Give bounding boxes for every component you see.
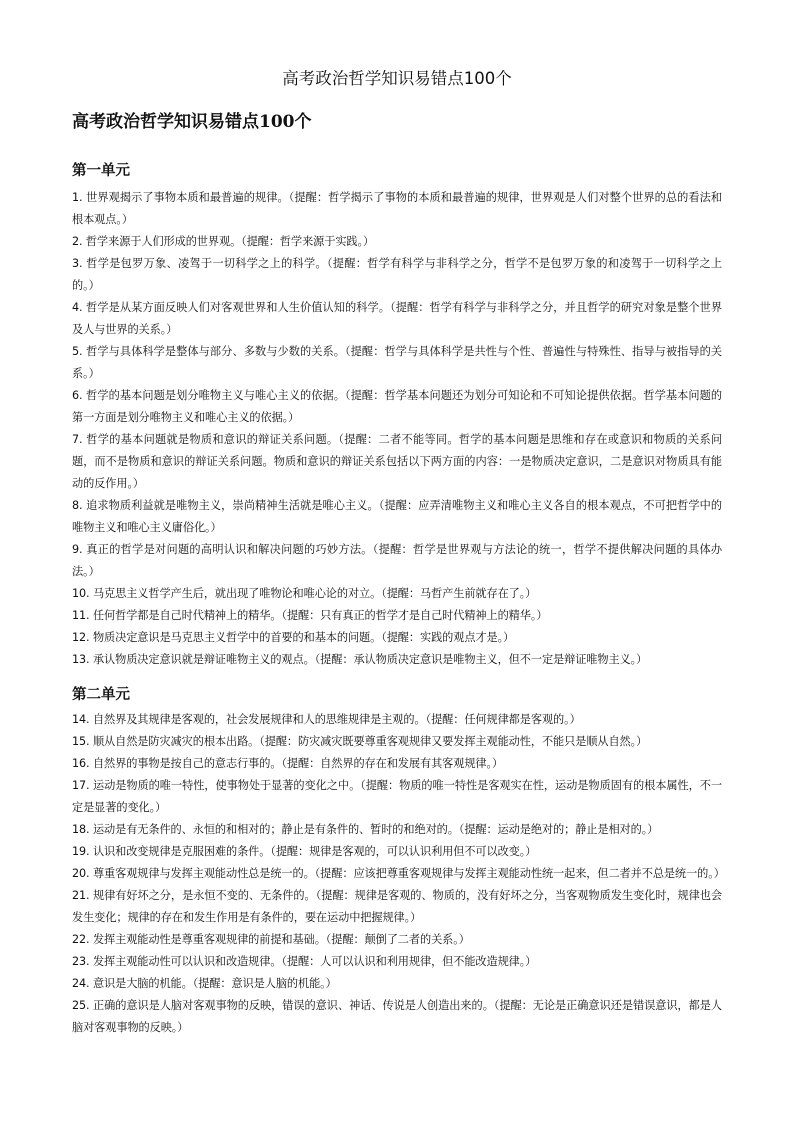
- list-item: 20. 尊重客观规律与发挥主观能动性总是统一的。（提醒：应该把尊重客观规律与发挥主观能动性统一起来，但二者并不总是统一的。）: [72, 867, 725, 880]
- list-item: 7. 哲学的基本问题就是物质和意识的辩证关系问题。（提醒：二者不能等同。哲学的基本问题是思维和存在或意识和物质的关系问题，而不是物质和意识的辩证关系问题。物质和意识的辩证关系包括以下两方面的内容：一是物质决定意识，二是意识对物质具有能动的反作用。）: [72, 433, 722, 490]
- document-title: 高考政治哲学知识易错点100个: [282, 69, 512, 88]
- list-item: 6. 哲学的基本问题是划分唯物主义与唯心主义的依据。（提醒：哲学基本问题还为划分可知论和不可知论提供依据。哲学基本问题的第一方面是划分唯物主义和唯心主义的依据。）: [72, 389, 722, 424]
- list-item: 15. 顺从自然是防灾减灾的根本出路。（提醒：防灾减灾既要尊重客观规律又要发挥主观能动性，不能只是顺从自然。）: [72, 735, 648, 748]
- list-item: 12. 物质决定意识是马克思主义哲学中的首要的和基本的问题。（提醒：实践的观点才是。）: [72, 631, 515, 644]
- list-item: 25. 正确的意识是人脑对客观事物的反映，错误的意识、神话、传说是人创造出来的。（提醒：无论是正确意识还是错误意识，都是人脑对客观事物的反映。）: [72, 999, 722, 1034]
- list-item: 4. 哲学是从某方面反映人们对客观世界和人生价值认知的科学。（提醒：哲学有科学与非科学之分，并且哲学的研究对象是整个世界及人与世界的关系。）: [72, 301, 722, 336]
- list-item: 18. 运动是有无条件的、永恒的和相对的；静止是有条件的、暂时的和绝对的。（提醒：运动是绝对的；静止是相对的。）: [72, 823, 659, 836]
- list-item: 8. 追求物质利益就是唯物主义，崇尚精神生活就是唯心主义。（提醒：应弄清唯物主义和唯心主义各自的根本观点，不可把哲学中的唯物主义和唯心主义庸俗化。）: [72, 499, 722, 534]
- list-item: 14. 自然界及其规律是客观的，社会发展规律和人的思维规律是主观的。（提醒：任何规律都是客观的。）: [72, 713, 581, 726]
- unit-2-heading: 第二单元: [72, 686, 130, 703]
- list-item: 16. 自然界的事物是按自己的意志行事的。（提醒：自然界的存在和发展有其客观规律。）: [72, 757, 504, 770]
- list-item: 1. 世界观揭示了事物本质和最普遍的规律。（提醒：哲学揭示了事物的本质和最普遍的规律，世界观是人们对整个世界的总的看法和根本观点。）: [72, 191, 722, 226]
- unit-2-list: [72, 709, 725, 1039]
- list-item: 24. 意识是大脑的机能。（提醒：意识是人脑的机能。）: [72, 977, 337, 990]
- list-item: 2. 哲学来源于人们形成的世界观。（提醒：哲学来源于实践。）: [72, 235, 375, 248]
- list-item: 9. 真正的哲学是对问题的高明认识和解决问题的巧妙方法。（提醒：哲学是世界观与方法论的统一，哲学不提供解决问题的具体办法。）: [72, 543, 722, 578]
- list-item: 11. 任何哲学都是自己时代精神上的精华。（提醒：只有真正的哲学才是自己时代精神上的精华。）: [72, 609, 548, 622]
- list-item: 19. 认识和改变规律是克服困难的条件。（提醒：规律是客观的，可以认识利用但不可以改变。）: [72, 845, 537, 858]
- list-item: 21. 规律有好坏之分，是永恒不变的、无条件的。（提醒：规律是客观的、物质的，没有好坏之分，当客观物质发生变化时，规律也会发生变化；规律的存在和发生作用是有条件的，要在运动中把握规律。）: [72, 889, 722, 924]
- unit-1-heading: 第一单元: [72, 162, 130, 179]
- list-item: 5. 哲学与具体科学是整体与部分、多数与少数的关系。（提醒：哲学与具体科学是共性与个性、普遍性与特殊性、指导与被指导的关系。）: [72, 345, 722, 380]
- main-heading: 高考政治哲学知识易错点100个: [72, 112, 312, 132]
- list-item: 22. 发挥主观能动性是尊重客观规律的前提和基础。（提醒：颠倒了二者的关系。）: [72, 933, 470, 946]
- list-item: 17. 运动是物质的唯一特性，使事物处于显著的变化之中。（提醒：物质的唯一特性是客观实在性，运动是物质固有的根本属性，不一定是显著的变化。）: [72, 779, 722, 814]
- unit-1-list: [72, 187, 722, 671]
- list-item: 10. 马克思主义哲学产生后，就出现了唯物论和唯心论的对立。（提醒：马哲产生前就存在了。）: [72, 587, 537, 600]
- list-item: 23. 发挥主观能动性可以认识和改造规律。（提醒：人可以认识和利用规律，但不能改造规律。）: [72, 955, 537, 968]
- list-item: 13. 承认物质决定意识就是辩证唯物主义的观点。（提醒：承认物质决定意识是唯物主义，但不一定是辩证唯物主义。）: [72, 653, 648, 666]
- list-item: 3. 哲学是包罗万象、凌驾于一切科学之上的科学。（提醒：哲学有科学与非科学之分，哲学不是包罗万象的和凌驾于一切科学之上的。）: [72, 257, 722, 292]
